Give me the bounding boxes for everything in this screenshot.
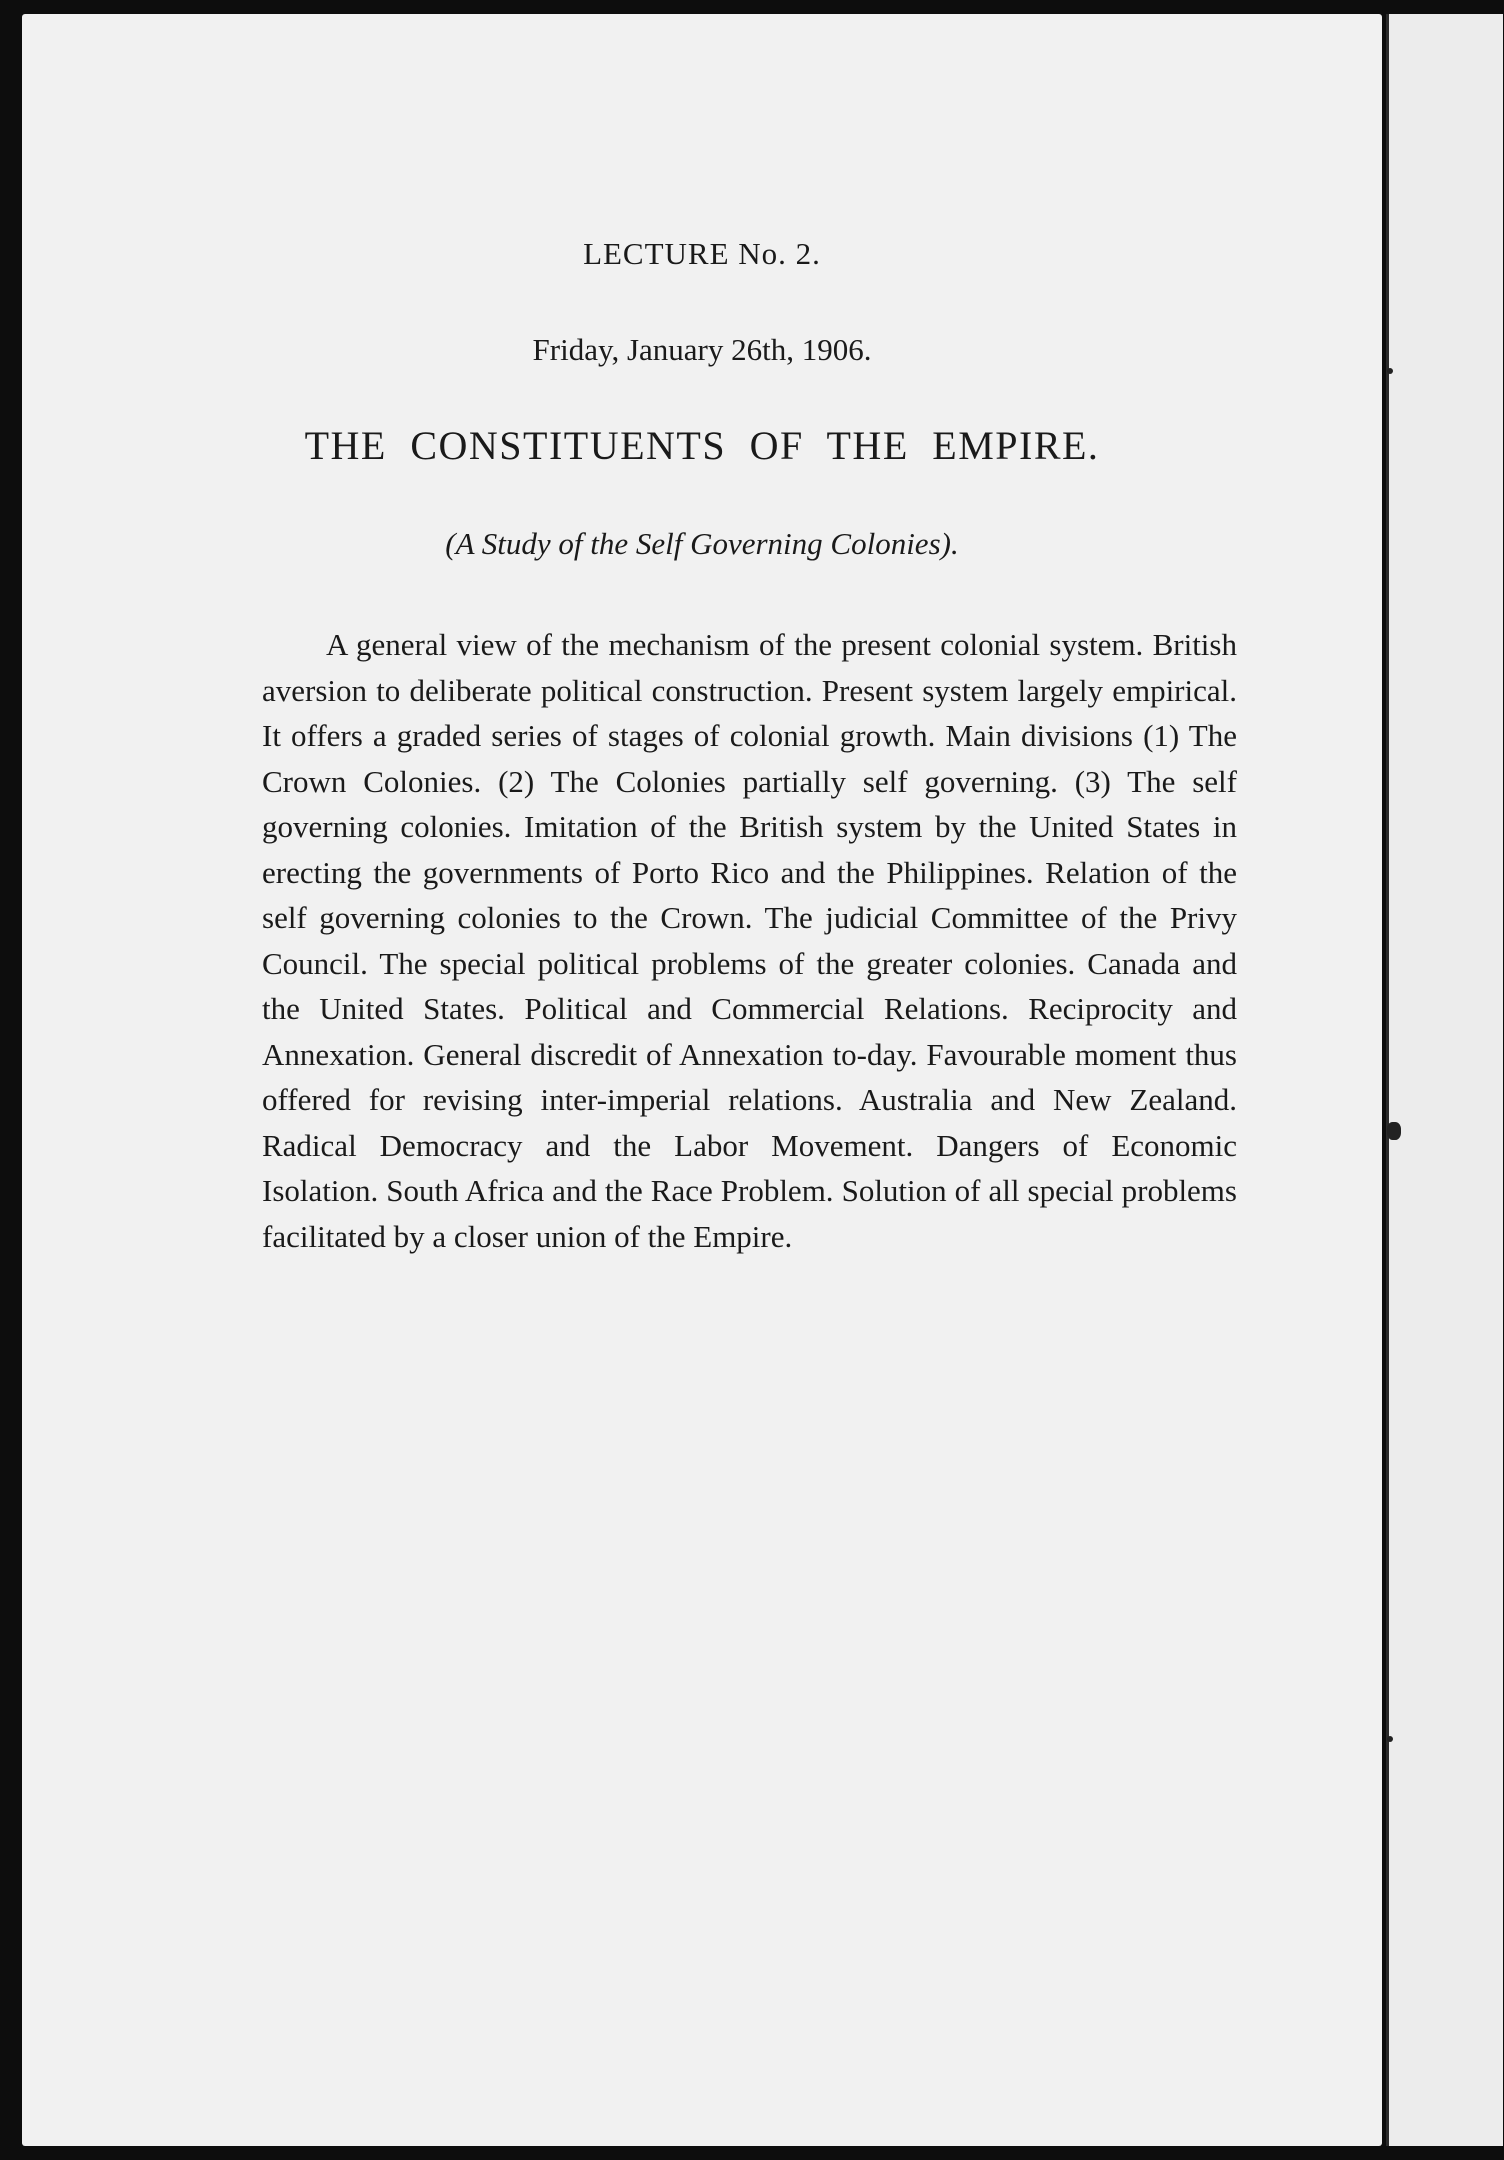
edge-mark-lower — [1387, 1736, 1393, 1742]
lecture-subtitle: (A Study of the Self Governing Colonies). — [445, 526, 959, 561]
lecture-date: Friday, January 26th, 1906. — [532, 332, 872, 367]
lecture-summary-paragraph: A general view of the mechanism of the present colonial system. British aversion to deliberate political construction. Present system largely empirical. It offers a graded series of stages of colonial growth. Main divisions (1) The Crown Colonies. (2) The Colonies partially self governing. (3) The self governing colonies. Imitation of the British system by the United States in erecting the governments of Porto Rico and the Philippines. Relation of the self governing colonies to the Crown. The judicial Committee of the Privy Council. The special political problems of the greater colonies. Canada and the United States. Political and Commercial Relations. Reciprocity and Annexation. General discredit of Annexation to-day. Favourable moment thus offered for revising inter-imperial relations. Australia and New Zealand. Radical Democracy and the Labor Movement. Dangers of Economic Isolation. South Africa and the Race Problem. Solution of all special problems facilitated by a closer union of the Empire. — [262, 627, 1237, 1254]
lecture-title: THE CONSTITUENTS OF THE EMPIRE. — [304, 423, 1100, 468]
document-page — [22, 14, 1382, 2146]
lecture-heading: LECTURE No. 2. — [583, 236, 821, 271]
edge-mark-top — [1387, 368, 1393, 374]
adjacent-page-edge — [1386, 14, 1503, 2146]
edge-mark-middle — [1387, 1122, 1401, 1140]
